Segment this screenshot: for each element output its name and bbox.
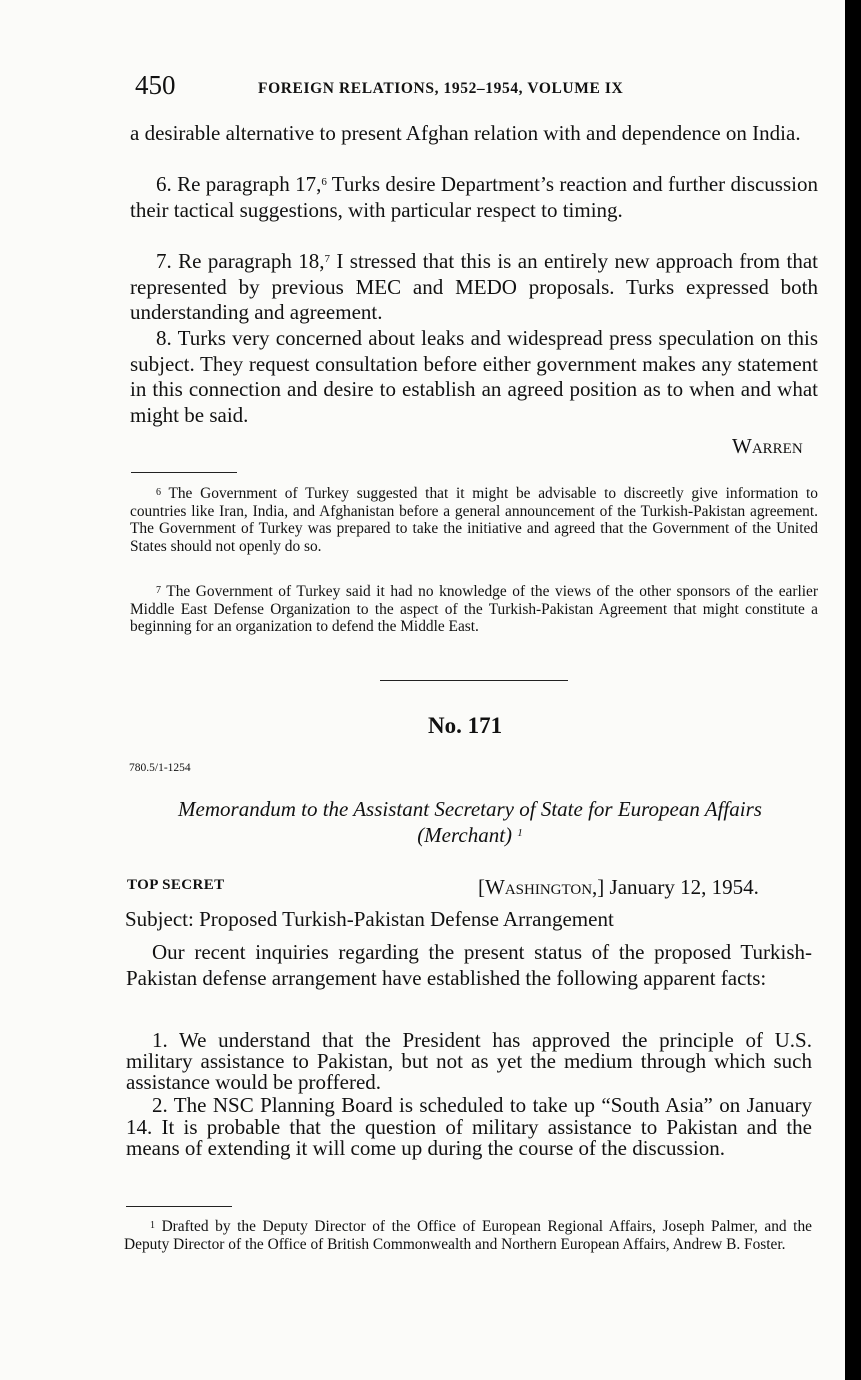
- dateline-place: [Washington,]: [478, 875, 605, 899]
- signature: Warren: [732, 434, 803, 458]
- footnote-6-number: 6: [156, 487, 161, 498]
- footnote-divider: [131, 472, 237, 473]
- footnote-ref-6: 6: [321, 176, 327, 188]
- continuation-paragraph: a desirable alternative to present Afghan relation with and dependence on India.: [130, 121, 801, 145]
- paragraph-6-body: Turks desire Department’s reaction and further discussion their tactical suggestions, with particular respect to timing.: [130, 172, 818, 222]
- footnote-7-number: 7: [156, 585, 161, 596]
- section-divider: [380, 680, 568, 681]
- classification-label: TOP SECRET: [127, 877, 225, 893]
- paragraph-8: 8. Turks very concerned about leaks and widespread press speculation on this subject. They request consultation before either government makes any statement in this connection and desire to establish an agreed position as to when and what might be said.: [130, 326, 818, 427]
- footnote-1-number: 1: [150, 1220, 155, 1231]
- paragraph-6-lead: 6. Re paragraph 17,: [156, 172, 322, 196]
- footnote-divider-bottom: [126, 1206, 232, 1207]
- footnote-1: [124, 1218, 812, 1254]
- intro-paragraph: Our recent inquiries regarding the present status of the proposed Turkish-Pakistan defense arrangement have established the following apparent facts:: [126, 940, 812, 990]
- dateline: [478, 875, 759, 901]
- footnote-7-text: The Government of Turkey said it had no knowledge of the views of the other sponsors of the earlier Middle East Defense Organization to the aspect of the Turkish-Pakistan Agreement that might constitute a beginning for an organization to defend the Middle East.: [130, 583, 818, 636]
- subject-line: Subject: Proposed Turkish-Pakistan Defense Arrangement: [125, 907, 614, 931]
- footnote-ref-1: 1: [517, 827, 523, 839]
- footnote-6: [130, 485, 818, 555]
- document-number: No. 171: [428, 713, 503, 738]
- item-2: 2. The NSC Planning Board is scheduled to take up “South Asia” on January 14. It is probable that the question of military assistance to Pakistan and the means of extending it will come up during the course of the discussion.: [126, 1093, 812, 1160]
- file-code: 780.5/1-1254: [129, 762, 191, 774]
- item-1: 1. We understand that the President has approved the principle of U.S. military assistance to Pakistan, but not as yet the medium through which such assistance would be proffered.: [126, 1028, 812, 1094]
- footnote-6-text: The Government of Turkey suggested that it might be advisable to discreetly give information to countries like Iran, India, and Afghanistan before a general announcement of the Turkish-Pakistan agreement. The Government of Turkey was prepared to take the initiative and agreed that the Government of the United States should not openly do so.: [130, 485, 818, 555]
- paragraph-6: [130, 172, 818, 223]
- dateline-date: January 12, 1954.: [604, 875, 759, 899]
- running-title: FOREIGN RELATIONS, 1952–1954, VOLUME IX: [258, 80, 624, 97]
- paragraph-7-body: I stressed that this is an entirely new approach from that represented by previous MEC and MEDO proposals. Turks expressed both understanding and agreement.: [130, 249, 818, 324]
- paragraph-7: [130, 249, 818, 326]
- footnote-1-text: Drafted by the Deputy Director of the Office of European Regional Affairs, Joseph Palmer, and the Deputy Director of the Office of British Commonwealth and Northern European Affairs, Andrew B. Foster.: [124, 1218, 812, 1253]
- footnote-ref-7: 7: [324, 253, 330, 265]
- footnote-7: [130, 583, 818, 636]
- paragraph-7-lead: 7. Re paragraph 18,: [156, 249, 325, 273]
- memo-title-text: Memorandum to the Assistant Secretary of State for European Affairs (Merchant): [178, 797, 762, 847]
- page-number: 450: [135, 70, 176, 100]
- memo-title: [140, 796, 800, 848]
